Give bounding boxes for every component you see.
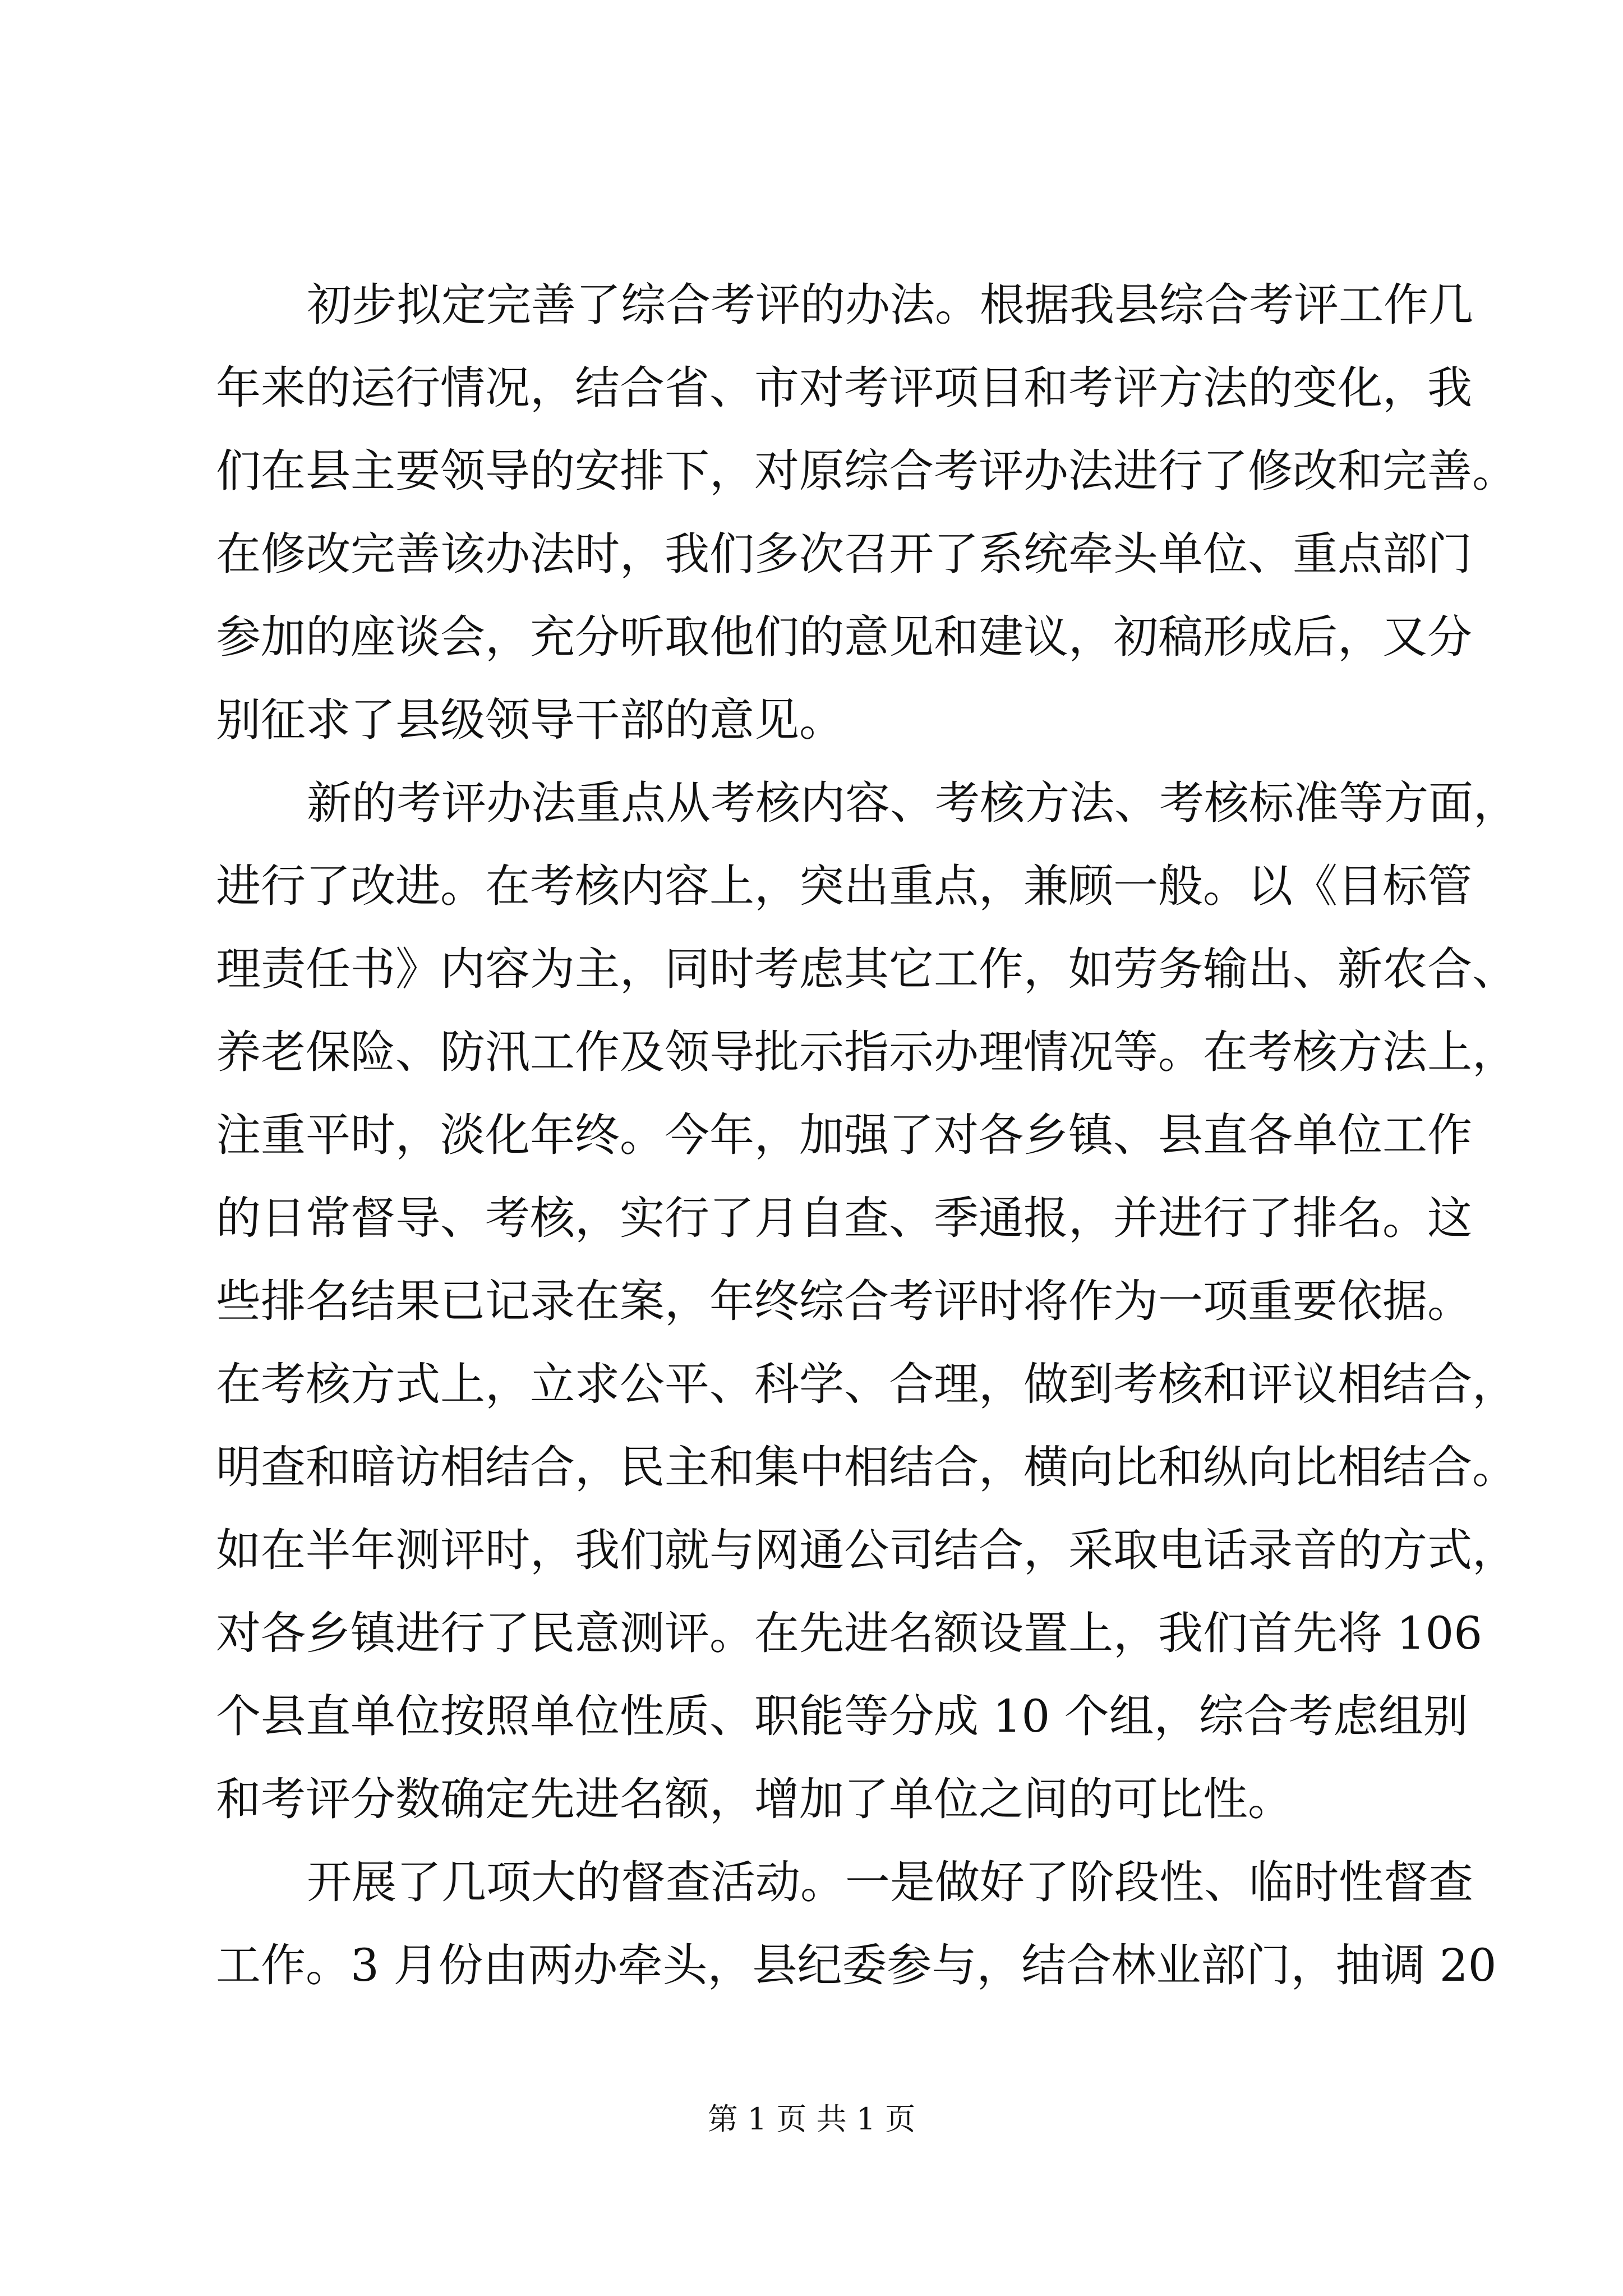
text-line: 开展了几项大的督查活动。一是做好了阶段性、临时性督查	[307, 1856, 1473, 1908]
paragraph-1	[216, 264, 1517, 762]
text-line: 个县直单位按照单位性质、职能等分成 10 个组，综合考虑组别	[216, 1690, 1468, 1742]
text-line: 别征求了县级领导干部的意见。	[216, 694, 844, 746]
text-line: 养老保险、防汛工作及领导批示指示办理情况等。在考核方法上，	[216, 1026, 1517, 1078]
text-line: 如在半年测评时，我们就与网通公司结合，采取电话录音的方式，	[216, 1524, 1517, 1576]
page-footer	[0, 2097, 1623, 2142]
text-line: 们在县主要领导的安排下，对原综合考评办法进行了修改和完善。	[216, 445, 1517, 497]
text-line: 些排名结果已记录在案，年终综合考评时将作为一项重要依据。	[216, 1275, 1472, 1327]
text-line: 的日常督导、考核，实行了月自查、季通报，并进行了排名。这	[216, 1192, 1472, 1244]
text-line: 注重平时，淡化年终。今年，加强了对各乡镇、县直各单位工作	[216, 1109, 1472, 1161]
text-line: 明查和暗访相结合，民主和集中相结合，横向比和纵向比相结合。	[216, 1441, 1517, 1493]
text-line: 对各乡镇进行了民意测评。在先进名额设置上，我们首先将 106	[216, 1607, 1483, 1659]
page-number-label: 第 1 页 共 1 页	[707, 2101, 916, 2137]
text-line: 工作。3 月份由两办牵头，县纪委参与，结合林业部门，抽调 20	[216, 1939, 1497, 1991]
text-line: 和考评分数确定先进名额，增加了单位之间的可比性。	[216, 1773, 1293, 1825]
text-line: 新的考评办法重点从考核内容、考核方法、考核标准等方面，	[307, 777, 1518, 829]
paragraph-3	[216, 1841, 1497, 2007]
text-line: 参加的座谈会，充分听取他们的意见和建议，初稿形成后，又分	[216, 611, 1472, 663]
text-line: 初步拟定完善了综合考评的办法。根据我县综合考评工作几	[307, 279, 1473, 331]
text-line: 在修改完善该办法时，我们多次召开了系统牵头单位、重点部门	[216, 528, 1472, 580]
text-line: 理责任书》内容为主，同时考虑其它工作，如劳务输出、新农合、	[216, 943, 1517, 995]
paragraph-2	[216, 762, 1518, 1841]
document-body	[216, 264, 1518, 2007]
text-line: 在考核方式上，立求公平、科学、合理，做到考核和评议相结合，	[216, 1358, 1517, 1410]
text-line: 进行了改进。在考核内容上，突出重点，兼顾一般。以《目标管	[216, 860, 1472, 912]
text-line: 年来的运行情况，结合省、市对考评项目和考评方法的变化，我	[216, 362, 1472, 414]
